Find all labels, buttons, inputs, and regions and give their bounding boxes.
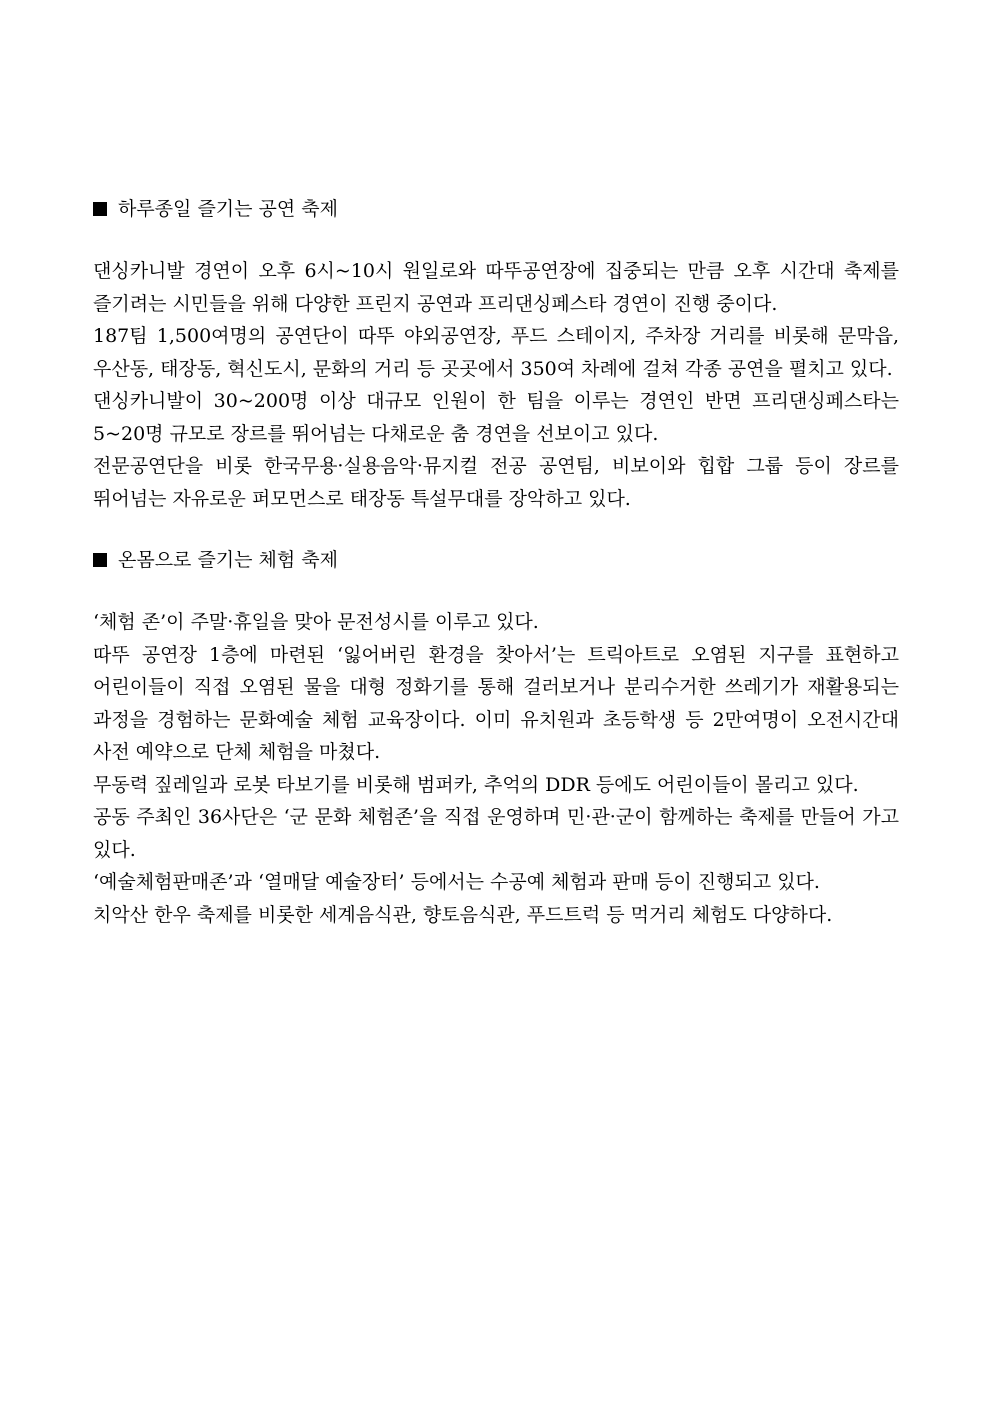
- paragraph: 따뚜 공연장 1층에 마련된 ‘잃어버린 환경을 찾아서’는 트릭아트로 오염된 지구를 표현하고 어린이들이 직접 오염된 물을 대형 정화기를 통해 걸러보거나 분리수거한 쓰레기가 재활용되는 과정을 경험하는 문화예술 체험 교육장이다. 이미 유치원과 초등학생 등 2만여명이 오전시간대 사전 예약으로 단체 체험을 마쳤다.: [93, 643, 899, 763]
- paragraph: 치악산 한우 축제를 비롯한 세계음식관, 향토음식관, 푸드트럭 등 먹거리 체험도 다양하다.: [93, 903, 833, 926]
- paragraph: 댄싱카니발 경연이 오후 6시~10시 원일로와 따뚜공연장에 집중되는 만큼 오후 시간대 축제를 즐기려는 시민들을 위해 다양한 프린지 공연과 프리댄싱페스타 경연이 진행 중이다.: [93, 260, 899, 315]
- section-heading-text: 온몸으로 즐기는 체험 축제: [118, 549, 339, 571]
- paragraph: 무동력 짚레일과 로봇 타보기를 비롯해 범퍼카, 추억의 DDR 등에도 어린이들이 몰리고 있다.: [93, 773, 859, 796]
- square-bullet-icon: [93, 553, 107, 567]
- section-heading-experience: [93, 541, 899, 579]
- paragraph: 전문공연단을 비롯 한국무용·실용음악·뮤지컬 전공 공연팀, 비보이와 힙합 그룹 등이 장르를 뛰어넘는 자유로운 퍼모먼스로 태장동 특설무대를 장악하고 있다.: [93, 455, 899, 510]
- paragraph: ‘예술체험판매존’과 ‘열매달 예술장터’ 등에서는 수공예 체험과 판매 등이 진행되고 있다.: [93, 871, 820, 893]
- paragraph: 공동 주최인 36사단은 ‘군 문화 체험존’을 직접 운영하며 민·관·군이 함께하는 축제를 만들어 가고 있다.: [93, 806, 899, 861]
- section-heading-performance: [93, 190, 899, 228]
- paragraph: 댄싱카니발이 30~200명 이상 대규모 인원이 한 팀을 이루는 경연인 반면 프리댄싱페스타는 5~20명 규모로 장르를 뛰어넘는 다채로운 춤 경연을 선보이고 있다.: [93, 390, 899, 445]
- paragraph: 187팀 1,500여명의 공연단이 따뚜 야외공연장, 푸드 스테이지, 주차장 거리를 비롯해 문막읍, 우산동, 태장동, 혁신도시, 문화의 거리 등 곳곳에서 350여 차례에 걸쳐 각종 공연을 펼치고 있다.: [93, 325, 899, 380]
- paragraph: ‘체험 존’이 주말·휴일을 맞아 문전성시를 이루고 있다.: [93, 611, 539, 633]
- document-body: [93, 190, 899, 931]
- square-bullet-icon: [93, 202, 107, 216]
- section-heading-text: 하루종일 즐기는 공연 축제: [118, 198, 339, 220]
